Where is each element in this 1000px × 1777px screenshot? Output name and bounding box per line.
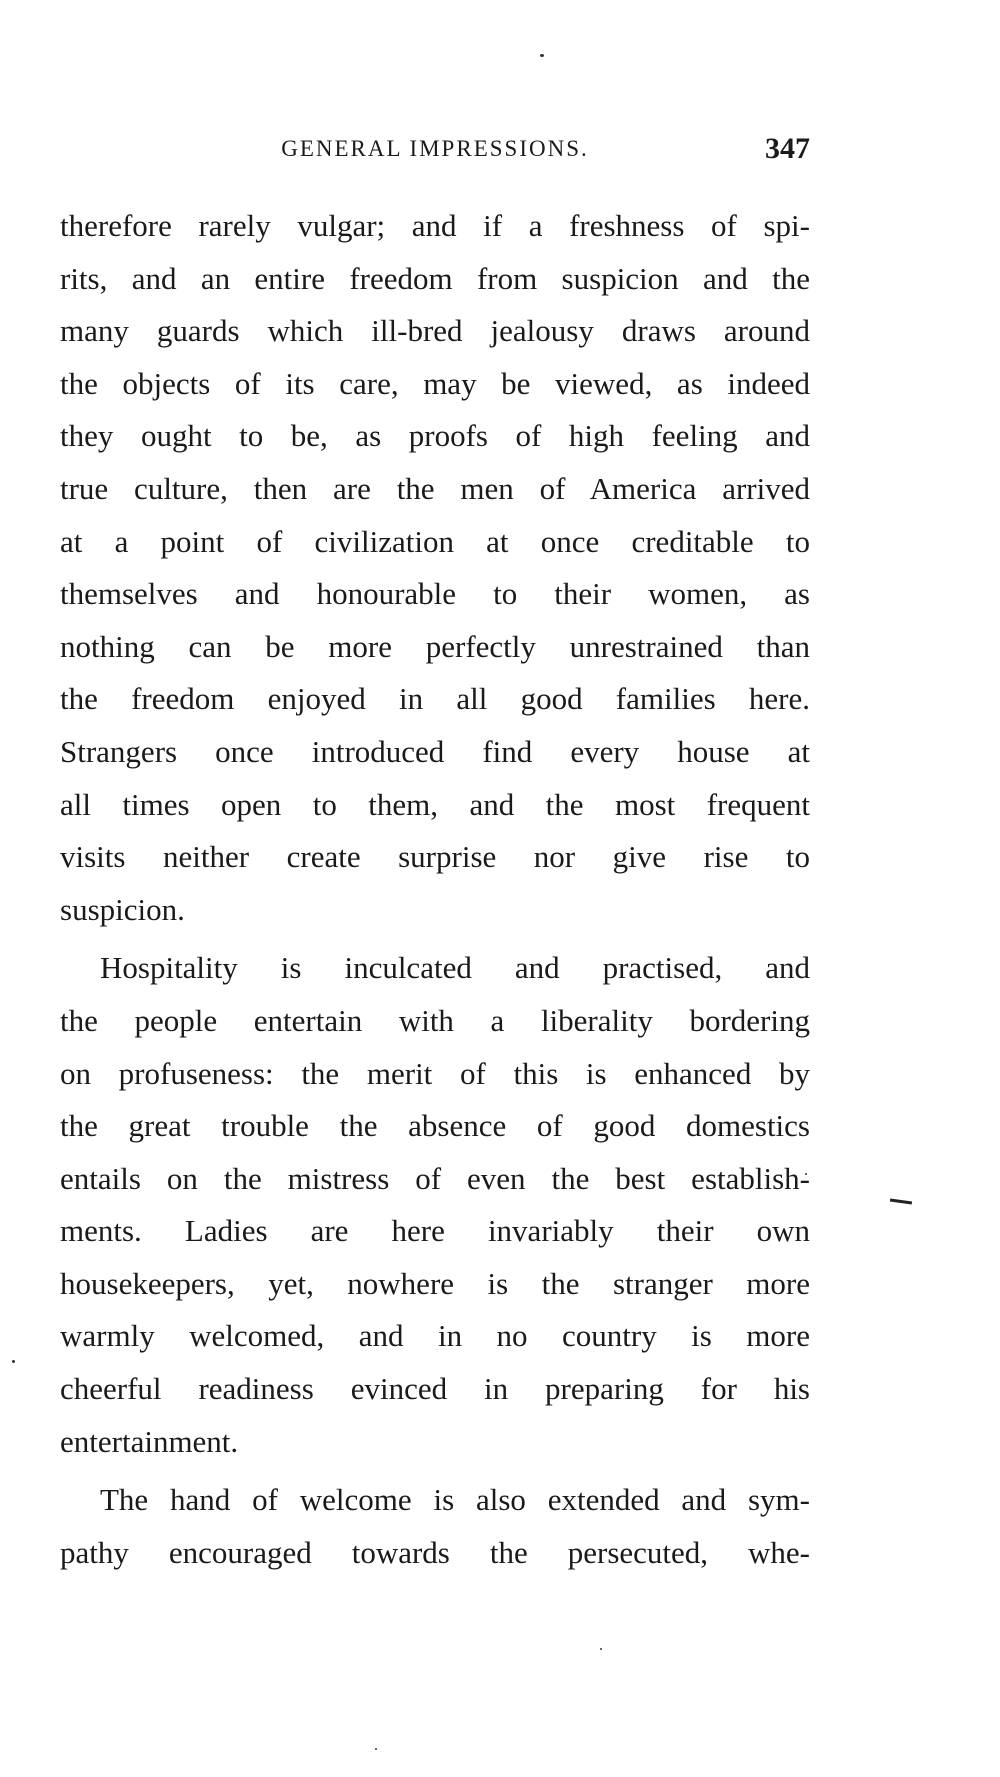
text-line: suspicion.: [60, 891, 185, 927]
text-line: Strangers once introduced find every house at: [60, 733, 810, 769]
text-line: they ought to be, as proofs of high feeling and: [60, 418, 810, 454]
body-text: [60, 200, 810, 1579]
ink-speck: [540, 54, 544, 57]
paragraph-1: [60, 200, 810, 936]
text-line: entertainment.: [60, 1423, 239, 1459]
text-line: warmly welcomed, and in no country is more: [60, 1318, 810, 1354]
ink-speck: [375, 1748, 377, 1750]
text-line: rits, and an entire freedom from suspicion and the: [60, 260, 810, 296]
text-line: the freedom enjoyed in all good families here.: [60, 681, 810, 717]
ink-speck: [12, 1360, 15, 1363]
text-line: true culture, then are the men of America arrived: [60, 470, 810, 506]
paragraph-3: [60, 1474, 810, 1579]
text-line: pathy encouraged towards the persecuted, whe-: [60, 1534, 810, 1570]
text-line: cheerful readiness evinced in preparing for his: [60, 1371, 810, 1407]
text-line: the objects of its care, may be viewed, as indeed: [60, 365, 810, 401]
text-line: many guards which ill-bred jealousy draws around: [60, 313, 810, 349]
text-line: nothing can be more perfectly unrestrained than: [60, 628, 810, 664]
text-line: Hospitality is inculcated and practised, and: [100, 950, 810, 986]
text-line: all times open to them, and the most frequent: [60, 786, 810, 822]
text-line: visits neither create surprise nor give rise to: [60, 839, 810, 875]
text-line: entails on the mistress of even the best establish-: [60, 1160, 810, 1196]
text-line: the people entertain with a liberality bordering: [60, 1002, 810, 1038]
text-line: The hand of welcome is also extended and sym-: [100, 1482, 810, 1518]
margin-mark: [890, 1198, 912, 1204]
text-line: the great trouble the absence of good domestics: [60, 1108, 810, 1144]
text-line: therefore rarely vulgar; and if a freshness of spi-: [60, 208, 810, 243]
text-line: themselves and honourable to their women, as: [60, 576, 810, 612]
page-number: 347: [765, 132, 810, 165]
text-line: at a point of civilization at once creditable to: [60, 523, 810, 559]
running-header: [60, 132, 810, 172]
paragraph-2: [60, 942, 810, 1468]
text-line: ments. Ladies are here invariably their own: [60, 1213, 810, 1249]
chapter-title: GENERAL IMPRESSIONS.: [281, 136, 589, 161]
text-line: housekeepers, yet, nowhere is the stranger more: [60, 1265, 810, 1301]
text-line: on profuseness: the merit of this is enhanced by: [60, 1055, 810, 1091]
ink-speck: [600, 1648, 602, 1650]
